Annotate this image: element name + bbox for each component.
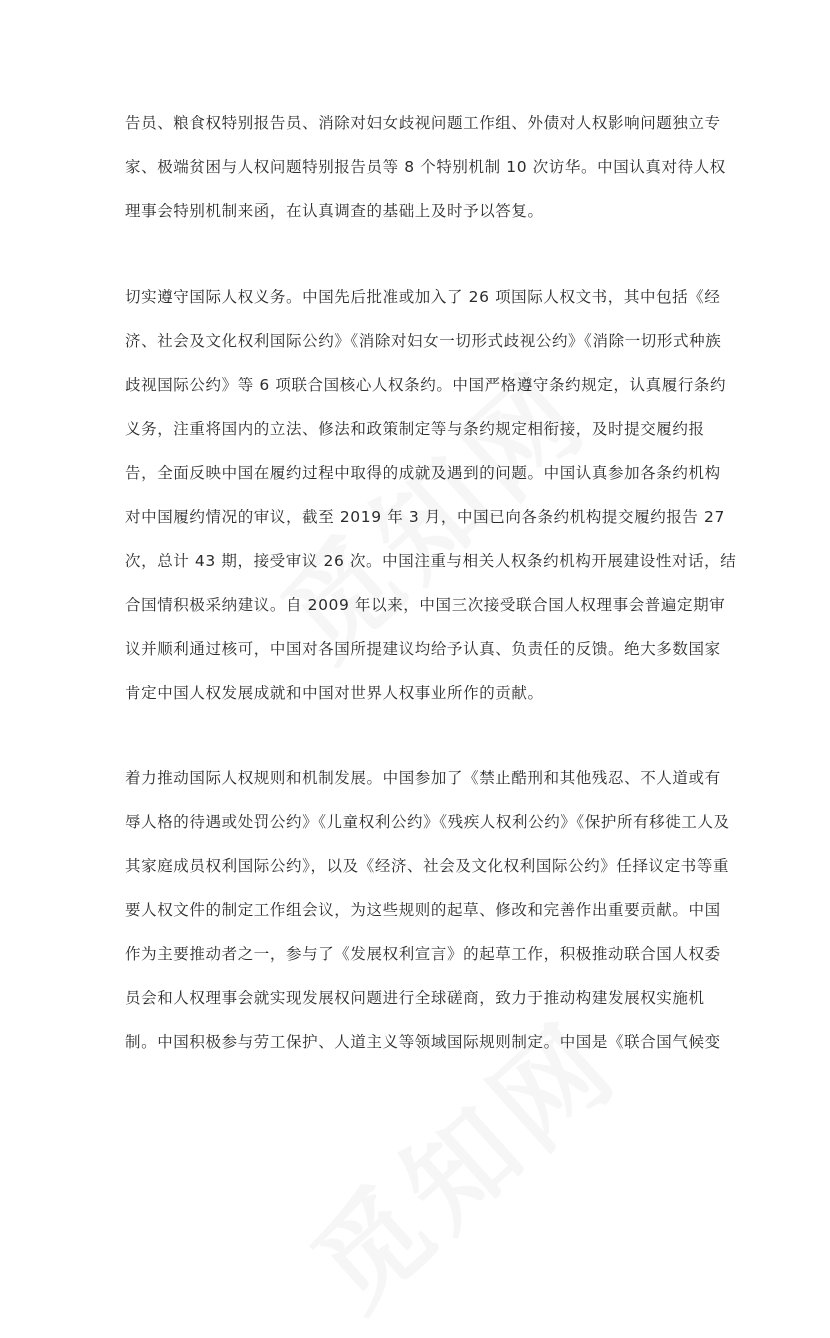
paragraph-2-line-5: 告，全面反映中国在履约过程中取得的成就及遇到的问题。中国认真参加各条约机构 (125, 464, 721, 482)
paragraph-1-line-3: 理事会特别机制来函，在认真调查的基础上及时予以答复。 (125, 202, 544, 220)
paragraph-3-line-7: 制。中国积极参与劳工保护、人道主义等领域国际规则制定。中国是《联合国气候变 (125, 1033, 721, 1051)
paragraph-2-line-3: 歧视国际公约》等 6 项联合国核心人权条约。中国严格遵守条约规定，认真履行条约 (125, 376, 727, 394)
paragraph-2-line-10: 肯定中国人权发展成就和中国对世界人权事业所作的贡献。 (125, 684, 544, 702)
paragraph-3-line-6: 员会和人权理事会就实现发展权问题进行全球磋商，致力于推动构建发展权实施机 (125, 989, 705, 1007)
paragraph-2-line-1: 切实遵守国际人权义务。中国先后批准或加入了 26 项国际人权文书，其中包括《经 (125, 288, 721, 306)
paragraph-2-line-8: 合国情积极采纳建议。自 2009 年以来，中国三次接受联合国人权理事会普遍定期审 (125, 596, 726, 614)
paragraph-2-line-9: 议并顺利通过核可，中国对各国所提建议均给予认真、负责任的反馈。绝大多数国家 (125, 640, 721, 658)
paragraph-2-line-2: 济、社会及文化权利国际公约》《消除对妇女一切形式歧视公约》《消除一切形式种族 (125, 332, 722, 350)
paragraph-2-line-4: 义务，注重将国内的立法、修法和政策制定等与条约规定相衔接，及时提交履约报 (125, 420, 705, 438)
paragraph-3-line-2: 辱人格的待遇或处罚公约》《儿童权利公约》《残疾人权利公约》《保护所有移徙工人及 (125, 813, 730, 831)
paragraph-2-line-6: 对中国履约情况的审议，截至 2019 年 3 月，中国已向各条约机构提交履约报告 27 (125, 508, 725, 526)
paragraph-1-line-1: 告员、粮食权特别报告员、消除对妇女歧视问题工作组、外债对人权影响问题独立专 (125, 114, 721, 132)
paragraph-1-line-2: 家、极端贫困与人权问题特别报告员等 8 个特别机制 10 次访华。中国认真对待人权 (125, 158, 726, 176)
paragraph-3-line-4: 要人权文件的制定工作组会议，为这些规则的起草、修改和完善作出重要贡献。中国 (125, 901, 721, 919)
paragraph-3-line-1: 着力推动国际人权规则和机制发展。中国参加了《禁止酷刑和其他残忍、不人道或有 (125, 769, 721, 787)
paragraph-3-line-3: 其家庭成员权利国际公约》，以及《经济、社会及文化权利国际公约》任择议定书等重 (125, 857, 730, 875)
paragraph-2-line-7: 次，总计 43 期，接受审议 26 次。中国注重与相关人权条约机构开展建设性对话，结 (125, 552, 737, 570)
paragraph-3-line-5: 作为主要推动者之一，参与了《发展权利宣言》的起草工作，积极推动联合国人权委 (125, 945, 721, 963)
